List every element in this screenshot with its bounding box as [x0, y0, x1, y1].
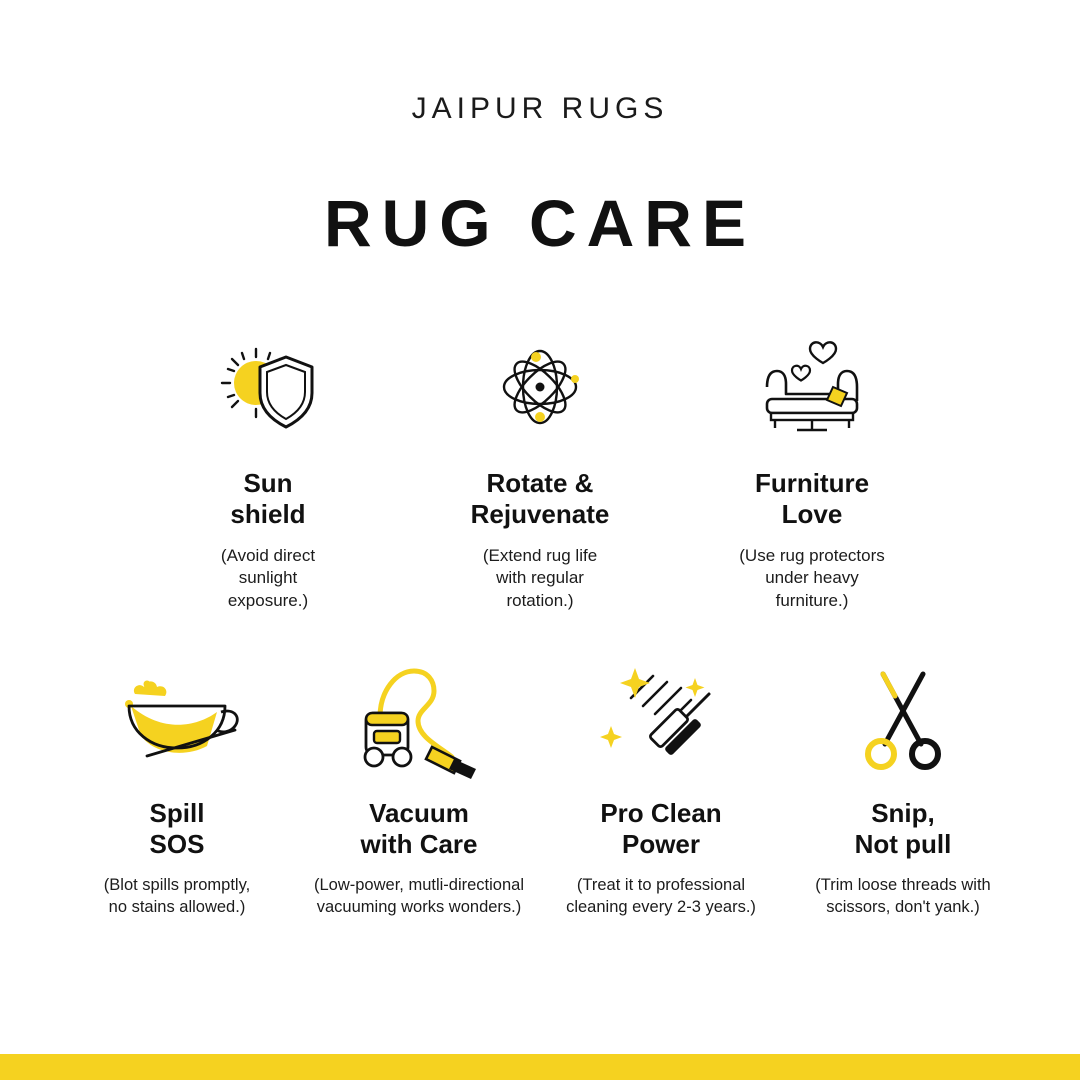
tip-title: Furniture Love: [754, 468, 870, 529]
tip-snip-not-pull: [782, 660, 1024, 918]
tip-description: (Low-power, mutli-directional vacuuming works wonders.): [314, 876, 524, 916]
tip-description: (Blot spills promptly, no stains allowed.): [103, 876, 251, 916]
tip-description: (Trim loose threads with scissors, don't yank.): [815, 876, 991, 916]
tip-sun-shield: [132, 330, 404, 612]
tip-vacuum-with-care: [298, 660, 540, 918]
tip-title: Spill SOS: [149, 798, 205, 859]
footer-accent-bar: [0, 1054, 1080, 1080]
tip-title: Vacuum with Care: [360, 798, 478, 859]
tip-spill-sos: [56, 660, 298, 918]
rotate-atom-icon: [480, 330, 600, 450]
tip-description: (Extend rug life with regular rotation.): [482, 546, 598, 610]
tip-rotate-rejuvenate: [404, 330, 676, 612]
tip-description: (Use rug protectors under heavy furniture.): [739, 546, 885, 610]
tip-furniture-love: [676, 330, 948, 612]
vacuum-cleaner-icon: [344, 660, 494, 780]
page-title: RUG CARE: [323, 186, 756, 260]
spilled-cup-icon: [107, 660, 247, 780]
brand-logo: JAIPUR RUGS: [411, 92, 669, 125]
tip-description: (Treat it to professional cleaning every 2-3 years.): [566, 876, 756, 916]
tips-row-top: [0, 330, 1080, 612]
tip-pro-clean-power: [540, 660, 782, 918]
tip-title: Snip, Not pull: [854, 798, 952, 859]
squeegee-sparkle-icon: [591, 660, 731, 780]
tip-title: Rotate & Rejuvenate: [470, 468, 610, 529]
scissors-icon: [843, 660, 963, 780]
tip-title: Sun shield: [230, 468, 306, 529]
tip-description: (Avoid direct sunlight exposure.): [220, 546, 316, 610]
sofa-heart-icon: [737, 330, 887, 450]
tips-row-bottom: [0, 660, 1080, 918]
sun-shield-icon: [208, 330, 328, 450]
tip-title: Pro Clean Power: [600, 798, 722, 859]
